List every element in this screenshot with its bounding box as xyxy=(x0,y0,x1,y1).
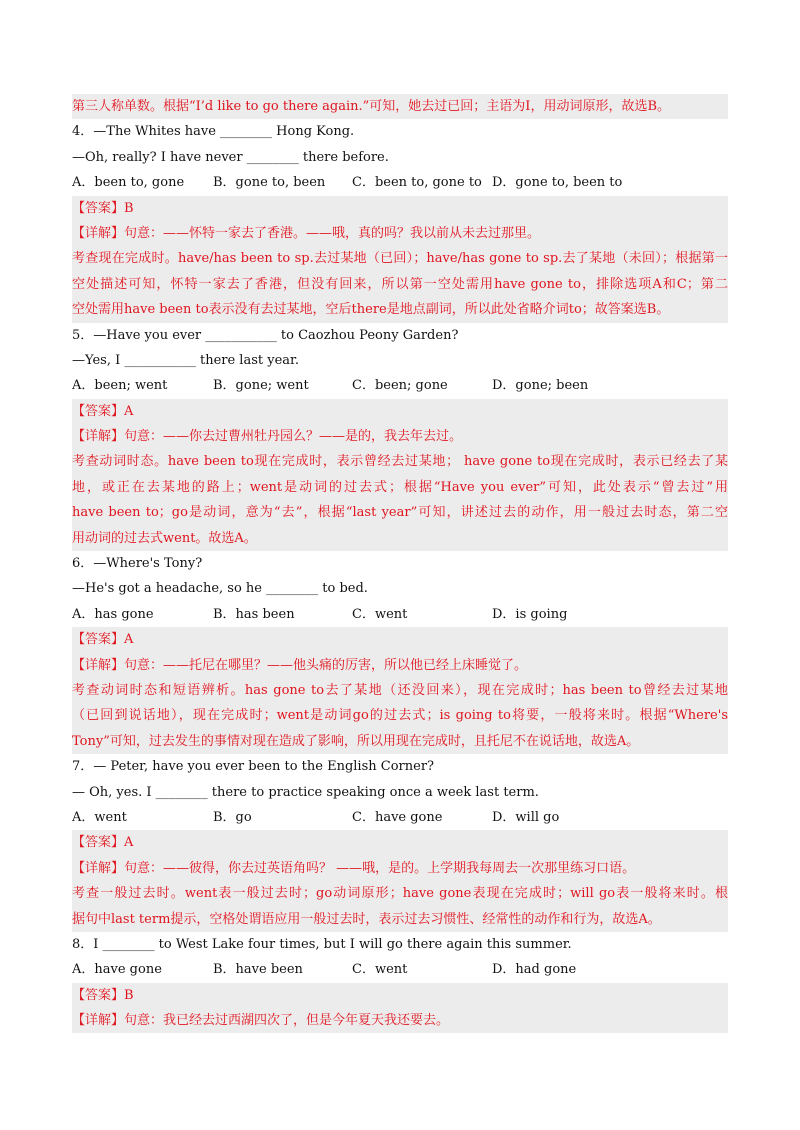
option-c: C．been to, gone to xyxy=(352,175,482,191)
question-7-options xyxy=(72,805,728,830)
option-d: D．gone; been xyxy=(492,378,589,394)
option-c: C．went xyxy=(352,606,408,622)
option-d: D．is going xyxy=(492,606,568,622)
option-b: B．go xyxy=(213,809,252,825)
explanation-translation: 【详解】句意：——你去过曹州牡丹园么？——是的，我去年去过。 xyxy=(72,424,728,449)
option-a: A．has gone xyxy=(72,606,154,622)
question-4-stem: 4．—The Whites have ________ Hong Kong. xyxy=(72,124,355,140)
explanation-line: 考查现在完成时。have/has been to sp.去过某地（已回）；have/has gone to sp.去了某地（未回）；根据第一 xyxy=(72,246,728,271)
explanation-translation: 【详解】句意：我已经去过西湖四次了，但是今年夏天我还要去。 xyxy=(72,1008,728,1033)
explanation-line: 空处描述可知，怀特一家去了香港，但没有回来，所以第一空处需用have gone to，排除选项A和C；第二 xyxy=(72,272,728,297)
answer-label: 【答案】A xyxy=(72,399,728,424)
question-4-reply: —Oh, really? I have never ________ there before. xyxy=(72,149,389,165)
option-b: B．gone; went xyxy=(213,378,309,394)
option-c: C．have gone xyxy=(352,809,443,825)
option-a: A．been; went xyxy=(72,378,168,394)
answer-label: 【答案】A xyxy=(72,830,728,855)
answer-explanation-line: 第三人称单数。根据“I’d like to go there again.”可知，她去过已回；主语为I，用动词原形，故选B。 xyxy=(72,94,728,119)
question-6-reply: —He's got a headache, so he ________ to bed. xyxy=(72,581,368,597)
explanation-translation: 【详解】句意：——怀特一家去了香港。——哦，真的吗？我以前从未去过那里。 xyxy=(72,221,728,246)
explanation-line: 空处需用have been to表示没有去过某地，空后there是地点副词，所以此处省略介词to；故答案选B。 xyxy=(72,297,728,322)
question-4-options xyxy=(72,170,728,195)
option-b: B．has been xyxy=(213,606,295,622)
question-5-options xyxy=(72,373,728,398)
explanation-translation: 【详解】句意：——彼得，你去过英语角吗？ ——哦，是的。上学期我每周去一次那里练习口语。 xyxy=(72,856,728,881)
option-a: A．been to, gone xyxy=(72,175,185,191)
option-b: B．gone to, been xyxy=(213,175,326,191)
explanation-line: 地，或正在去某地的路上；went是动词的过去式；根据“Have you ever”可知，此处表示“曾去过”用 xyxy=(72,475,728,500)
option-a: A．have gone xyxy=(72,962,162,978)
explanation-translation: 【详解】句意：——托尼在哪里？——他头痛的厉害，所以他已经上床睡觉了。 xyxy=(72,653,728,678)
explanation-line: 考查动词时态和短语辨析。has gone to去了某地（还没回来），现在完成时；has been to曾经去过某地 xyxy=(72,678,728,703)
question-7-reply: — Oh, yes. I ________ there to practice speaking once a week last term. xyxy=(72,784,539,800)
answer-label: 【答案】B xyxy=(72,983,728,1008)
document-page xyxy=(72,94,728,1033)
explanation-line: 考查一般过去时。went表一般过去时；go动词原形；have gone表现在完成时；will go表一般将来时。根 xyxy=(72,881,728,906)
answer-label: 【答案】A xyxy=(72,627,728,652)
option-d: D．had gone xyxy=(492,962,577,978)
question-7-stem: 7．— Peter, have you ever been to the English Corner? xyxy=(72,759,435,775)
option-a: A．went xyxy=(72,809,127,825)
option-c: C．went xyxy=(352,962,408,978)
explanation-line: Tony”可知，过去发生的事情对现在造成了影响，所以用现在完成时，且托尼不在说话地，故选A。 xyxy=(72,729,728,754)
explanation-line: have been to；go是动词，意为“去”，根据“last year”可知，讲述过去的动作，用一般过去时态，第二空 xyxy=(72,500,728,525)
question-6-stem: 6．—Where's Tony? xyxy=(72,556,203,572)
answer-label: 【答案】B xyxy=(72,196,728,221)
option-d: D．gone to, been to xyxy=(492,175,623,191)
option-c: C．been; gone xyxy=(352,378,448,394)
explanation-line: （已回到说话地），现在完成时；went是动词go的过去式；is going to将要，一般将来时。根据“Where's xyxy=(72,703,728,728)
explanation-line: 据句中last term提示，空格处谓语应用一般过去时，表示过去习惯性、经常性的动作和行为，故选A。 xyxy=(72,907,728,932)
question-5-reply: —Yes, I ___________ there last year. xyxy=(72,352,299,368)
explanation-line: 考查动词时态。have been to现在完成时，表示曾经去过某地； have gone to现在完成时，表示已经去了某 xyxy=(72,449,728,474)
question-8-options xyxy=(72,957,728,982)
question-5-stem: 5．—Have you ever ___________ to Caozhou Peony Garden? xyxy=(72,327,459,343)
question-6-options xyxy=(72,602,728,627)
question-8-stem: 8．I ________ to West Lake four times, but I will go there again this summer. xyxy=(72,936,572,952)
option-b: B．have been xyxy=(213,962,303,978)
explanation-line: 用动词的过去式went。故选A。 xyxy=(72,526,728,551)
option-d: D．will go xyxy=(492,809,560,825)
